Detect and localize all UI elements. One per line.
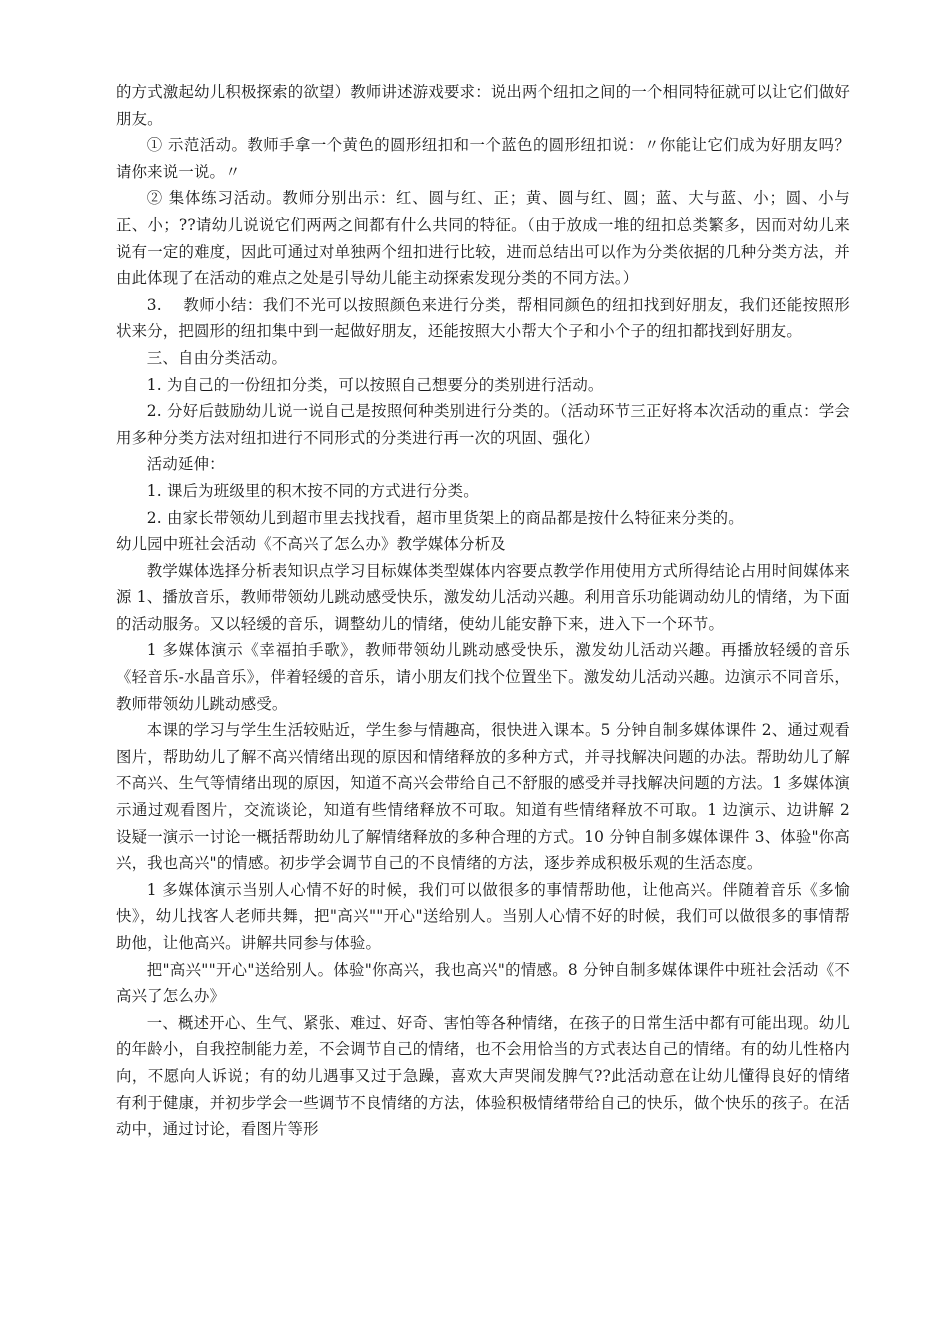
paragraph-2: ① 示范活动。教师手拿一个黄色的圆形纽扣和一个蓝色的圆形纽扣说：〃你能让它们成为好朋友吗？请你来说一说。〃 (116, 136, 850, 181)
paragraph-9: 1. 课后为班级里的积木按不同的方式进行分类。 (146, 481, 479, 500)
paragraph-17: 一、概述开心、生气、紧张、难过、好奇、害怕等各种情绪，在孩子的日常生活中都有可能出现。幼儿的年龄小，自我控制能力差，不会调节自己的情绪，也不会用恰当的方式表达自己的情绪。有的幼儿性格内向，不愿向人诉说；有的幼儿遇事又过于急躁，喜欢大声哭闹发脾气??此活动意在让幼儿懂得良好的情绪有利于健康，并初步学会一些调节不良情绪的方法，体验积极情绪带给自己的快乐，做个快乐的孩子。在活动中，通过讨论，看图片等形 (116, 1013, 850, 1139)
paragraph-16: 把"高兴""开心"送给别人。体验"你高兴，我也高兴"的情感。8 分钟自制多媒体课件中班社会活动《不高兴了怎么办》 (116, 960, 850, 1006)
paragraph-6: 1. 为自己的一份纽扣分类，可以按照自己想要分的类别进行活动。 (146, 375, 604, 394)
paragraph-7: 2. 分好后鼓励幼儿说一说自己是按照何种类别进行分类的。（活动环节三正好将本次活动的重点：学会用多种分类方法对纽扣进行不同形式的分类进行再一次的巩固、强化） (116, 402, 850, 447)
paragraph-14: 本课的学习与学生生活较贴近，学生参与情趣高，很快进入课本。5 分钟自制多媒体课件 2、通过观看图片，帮助幼儿了解不高兴情绪出现的原因和情绪释放的多种方式，并寻找解决问题的办法。帮助幼儿了解不高兴、生气等情绪出现的原因，知道不高兴会带给自己不舒服的感受并寻找解决问题的方法。1 多媒体演示通过观看图片，交流谈论，知道有些情绪释放不可取。知道有些情绪释放不可取。1 边演示、边讲解 2 设疑一演示一讨论一概括帮助幼儿了解情绪释放的多种合理的方式。10 分钟自制多媒体课件 3、体验"你高兴，我也高兴"的情感。初步学会调节自己的不良情绪的方法，逐步养成积极乐观的生活态度。 (116, 721, 850, 873)
paragraph-10: 2. 由家长带领幼儿到超市里去找找看，超市里货架上的商品都是按什么特征来分类的。 (146, 508, 744, 527)
document-title: 幼儿园中班社会活动《不高兴了怎么办》教学媒体分析及 (116, 535, 506, 554)
paragraph-3: ② 集体练习活动。教师分别出示：红、圆与红、正；黄、圆与红、圆；蓝、大与蓝、小；圆、小与正、小；??请幼儿说说它们两两之间都有什么共同的特征。（由于放成一堆的纽扣总类繁多，因而对幼儿来说有一定的难度，因此可通过对单独两个纽扣进行比较，进而总结出可以作为分类依据的几种分类方法，并由此体现了在活动的难点之处是引导幼儿能主动探索发现分类的不同方法。） (116, 189, 850, 288)
paragraph-12: 教学媒体选择分析表知识点学习目标媒体类型媒体内容要点教学作用使用方式所得结论占用时间媒体来源 1、播放音乐，教师带领幼儿跳动感受快乐，激发幼儿活动兴趣。利用音乐功能调动幼儿的情绪，为下面的活动服务。又以轻缓的音乐，调整幼儿的情绪，使幼儿能安静下来，进入下一个环节。 (116, 561, 850, 633)
paragraph-1: 的方式激起幼儿积极探索的欲望）教师讲述游戏要求：说出两个纽扣之间的一个相同特征就可以让它们做好朋友。 (116, 83, 850, 128)
paragraph-15: 1 多媒体演示当别人心情不好的时候，我们可以做很多的事情帮助他，让他高兴。伴随着音乐《多愉快》，幼儿找客人老师共舞，把"高兴""开心"送给别人。当别人心情不好的时候，我们可以做很多的事情帮助他，让他高兴。讲解共同参与体验。 (116, 880, 850, 952)
section-heading-extension: 活动延伸： (146, 455, 225, 474)
paragraph-4: 3. 教师小结：我们不光可以按照颜色来进行分类，帮相同颜色的纽扣找到好朋友，我们还能按照形状来分，把圆形的纽扣集中到一起做好朋友，还能按照大小帮大个子和小个子的纽扣都找到好朋友。 (116, 295, 850, 341)
paragraph-13: 1 多媒体演示《幸福拍手歌》，教师带领幼儿跳动感受快乐，激发幼儿活动兴趣。再播放轻缓的音乐《轻音乐-水晶音乐》，伴着轻缓的音乐，请小朋友们找个位置坐下。激发幼儿活动兴趣。边演示不同音乐，教师带领幼儿跳动感受。 (116, 641, 850, 713)
section-heading-free-classification: 三、自由分类活动。 (146, 348, 288, 367)
